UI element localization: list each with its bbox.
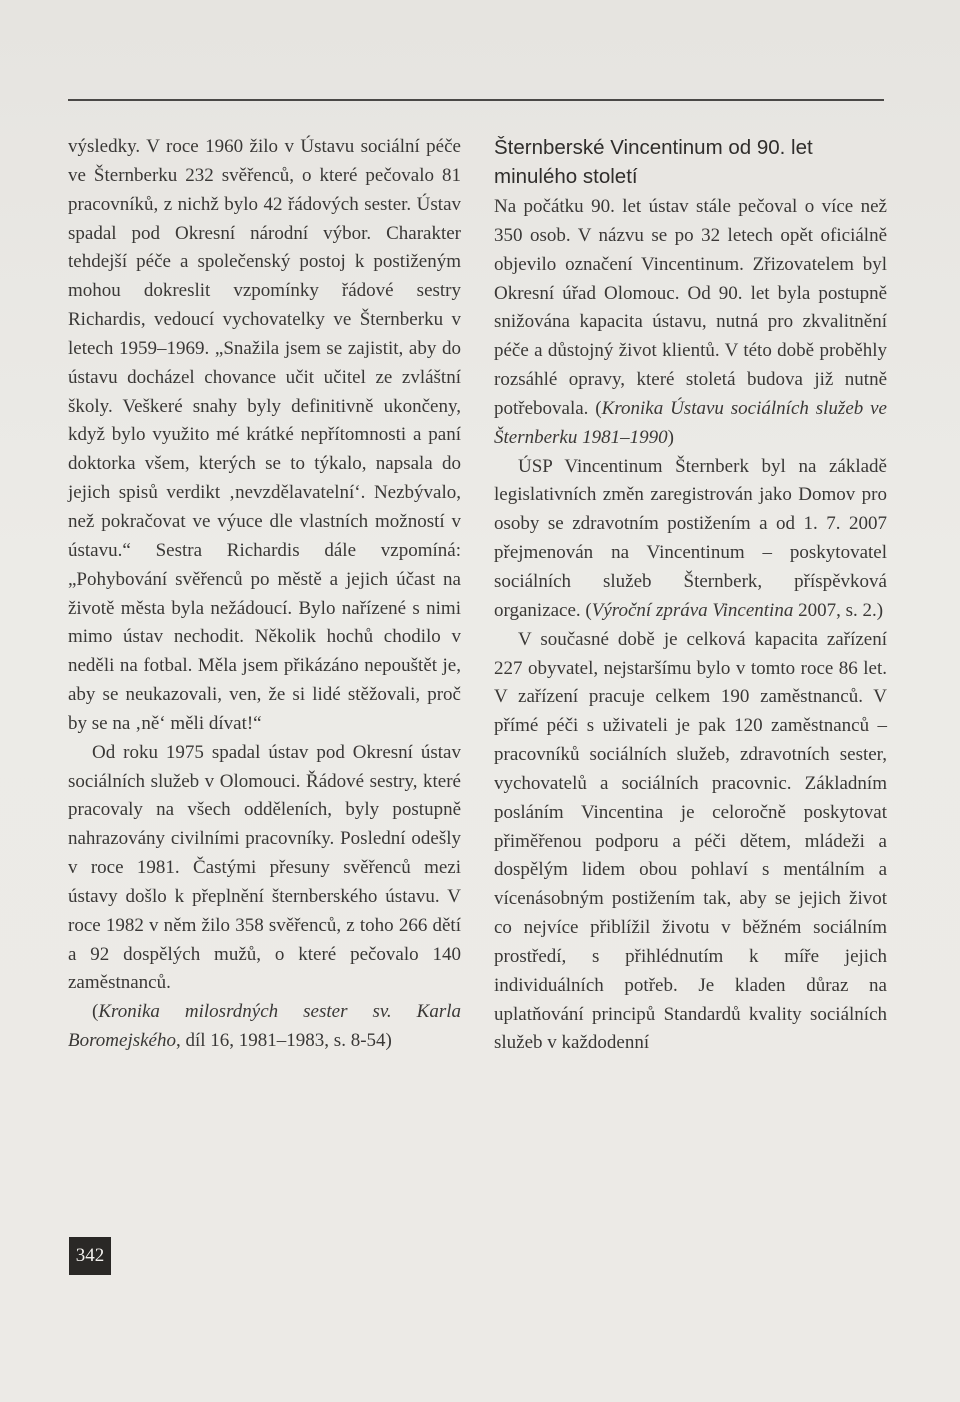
left-paragraph-1: výsledky. V roce 1960 žilo v Ústavu sociální péče ve Šternberku 232 svěřenců, o které pečovalo 81 pracovníků, z nichž bylo 42 řádových sester. Ústav spadal pod Okresní národní výbor. Charakter tehdejší péče a společenský postoj k postiženým mohou dokreslit vzpomínky řádové sestry Richardis, vedoucí vychovatelky ve Šternberku v letech 1959–1969. „Snažila jsem se zajistit, aby do ústavu docházel chovance učit učitel ze zvláštní školy. Veškeré snahy byly definitivně ukončeny, když bylo využito mé krátké nepřítomnosti a paní doktorka všem, kterých se to týkalo, napsala do jejich spisů verdikt ‚nevzdělavatelní‘. Nezbývalo, než pokračovat ve výuce dle vlastních možností v ústavu.“ Sestra Richardis dále vzpomíná: „Pohybování svěřenců po městě a jejich účast na životě města byla nežádoucí. Bylo nařízené s nimi mimo ústav nechodit. Několik hochů chodilo v neděli na fotbal. Měla jsem přikázáno nepouštět je, aby se neukazovali, ven, že si lidé stěžovali, proč by se na ‚ně‘ měli dívat!“ (68, 136, 461, 734)
right-paragraph-1: Na počátku 90. let ústav stále pečoval o více než 350 osob. V názvu se po 32 letech opět oficiálně objevilo označení Vincentinum. Zřizovatelem byl Okresní úřad Olomouc. Od 90. let byla postupně snižována kapacita ústavu, nutná pro zkvalitnění péče a důstojný život klientů. V této době proběhly rozsáhlé opravy, které stoletá budova již nutně potřebovala. (Kronika Ústavu sociálních služeb ve Šternberku 1981–1990) (494, 196, 887, 448)
citation-title: Výroční zpráva Vincentina (591, 599, 794, 621)
right-paragraph-2: ÚSP Vincentinum Šternberk byl na základě legislativních změn zaregistrován jako Domov pro osoby se zdravotním postižením a od 1. 7. 2007 přejmenován na Vincentinum – poskytovatel sociálních služeb Šternberk, příspěvková organizace. (Výroční zpráva Vincentina 2007, s. 2.) (494, 455, 887, 621)
left-paragraph-2: Od roku 1975 spadal ústav pod Okresní ústav sociálních služeb v Olomouci. Řádové sestry, které pracovaly na všech odděleních, byly postupně nahrazovány civilními pracovníky. Poslední odešly v roce 1981. Častými přesuny svěřenců mezi ústavy došlo k přeplnění šternberského ústavu. V roce 1982 v něm žilo 358 svěřenců, z toho 266 dětí a 92 dospělých mužů, o které pečovalo 140 zaměstnanců. (68, 741, 461, 994)
section-heading: Šternberské Vincentinum od 90. let minulého století (494, 136, 813, 188)
right-column (494, 133, 887, 1058)
page-number: 342 (69, 1237, 111, 1275)
left-citation: (Kronika milosrdných sester sv. Karla Boromejského, díl 16, 1981–1983, s. 8-54) (68, 1001, 461, 1052)
citation-title: Kronika milosrdných sester sv. Karla Boromejského (68, 1001, 461, 1052)
citation-title: Kronika Ústavu sociálních služeb ve Šternberku 1981–1990 (494, 397, 887, 448)
left-column (68, 133, 461, 1056)
header-rule (68, 99, 884, 101)
right-paragraph-3: V současné době je celková kapacita zařízení 227 obyvatel, nejstaršímu bylo v tomto roce 86 let. V zařízení pracuje celkem 190 zaměstnanců. V přímé péči s uživateli je pak 120 zaměstnanců – pracovníků sociálních služeb, zdravotních sester, vychovatelů a sociálních pracovnic. Základním posláním Vincentina je celoročně poskytovat přiměřenou podporu a péči dětem, mládeži a dospělým lidem obou pohlaví s mentálním a vícenásobným postižením tak, aby se jejich život co nejvíce přiblížil životu v běžném sociálním prostředí, s přihlédnutím k míře jejich individuálních potřeb. Je kladen důraz na uplatňování principů Standardů kvality sociálních služeb v každodenní (494, 628, 887, 1054)
